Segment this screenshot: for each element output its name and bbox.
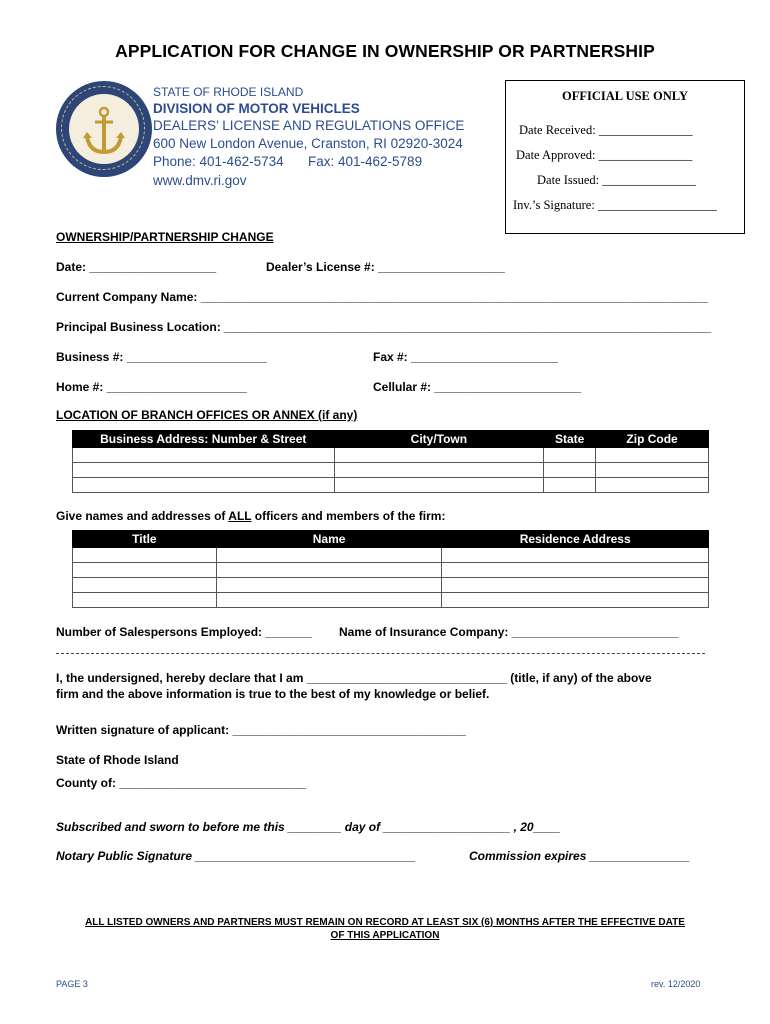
table-cell[interactable] <box>216 563 442 578</box>
branch-col-state: State <box>544 431 596 448</box>
county-field[interactable]: County of: ____________________________ <box>56 776 307 790</box>
table-cell[interactable] <box>216 548 442 563</box>
footer-note-line-2: OF THIS APPLICATION <box>330 930 440 941</box>
table-cell[interactable] <box>216 578 442 593</box>
declaration-line-2: firm and the above information is true to the best of my knowledge or belief. <box>56 687 490 701</box>
date-issued-field[interactable]: Date Issued: _______________ <box>537 173 697 187</box>
header-office: DEALERS’ LICENSE AND REGULATIONS OFFICE <box>153 118 465 133</box>
officers-table <box>72 530 709 608</box>
table-cell[interactable] <box>544 448 596 463</box>
footer-note-line-1: ALL LISTED OWNERS AND PARTNERS MUST REMAIN ON RECORD AT LEAST SIX (6) MONTHS AFTER THE EFFECTIVE DATE <box>85 917 685 928</box>
header-fax: Fax: 401-462-5789 <box>308 154 423 169</box>
header-address: 600 New London Avenue, Cranston, RI 02920-3024 <box>153 136 463 151</box>
table-cell[interactable] <box>334 448 544 463</box>
fax-number-field[interactable]: Fax #: ______________________ <box>373 350 558 364</box>
commission-expires-field[interactable]: Commission expires _______________ <box>469 849 690 863</box>
table-cell[interactable] <box>442 593 709 608</box>
anchor-icon <box>69 94 139 164</box>
notary-signature-field[interactable]: Notary Public Signature _________________________________ <box>56 849 416 863</box>
table-row <box>73 463 709 478</box>
current-company-field[interactable]: Current Company Name: ____________________________________________________________________________ <box>56 290 708 304</box>
section-heading-change: OWNERSHIP/PARTNERSHIP CHANGE <box>56 230 274 244</box>
official-use-box <box>505 80 745 234</box>
table-row <box>73 548 709 563</box>
date-received-field[interactable]: Date Received: _______________ <box>519 123 693 137</box>
applicant-signature-field[interactable]: Written signature of applicant: ___________________________________ <box>56 723 467 737</box>
page-number: PAGE 3 <box>56 979 88 989</box>
table-cell[interactable] <box>334 463 544 478</box>
home-number-field[interactable]: Home #: _____________________ <box>56 380 247 394</box>
branch-table <box>72 430 709 493</box>
inv-signature-field[interactable]: Inv.’s Signature: ___________________ <box>513 198 717 212</box>
table-cell[interactable] <box>442 548 709 563</box>
principal-location-field[interactable]: Principal Business Location: _________________________________________________________________________ <box>56 320 712 334</box>
table-cell[interactable] <box>73 478 335 493</box>
officers-col-title: Title <box>73 531 217 548</box>
seal-field <box>69 94 139 164</box>
official-use-title: OFFICIAL USE ONLY <box>562 89 688 103</box>
header-phone: Phone: 401-462-5734 <box>153 154 284 169</box>
table-cell[interactable] <box>334 478 544 493</box>
table-cell[interactable] <box>544 478 596 493</box>
cellular-number-field[interactable]: Cellular #: ______________________ <box>373 380 582 394</box>
table-cell[interactable] <box>442 563 709 578</box>
state-seal-logo <box>56 81 152 177</box>
table-cell[interactable] <box>442 578 709 593</box>
officers-heading <box>56 509 445 523</box>
table-cell[interactable] <box>73 578 217 593</box>
business-number-field[interactable]: Business #: _____________________ <box>56 350 267 364</box>
table-cell[interactable] <box>596 448 709 463</box>
officers-heading-pre: Give names and addresses of <box>56 509 229 523</box>
officers-heading-all: ALL <box>228 509 252 523</box>
table-cell[interactable] <box>73 563 217 578</box>
table-row <box>73 578 709 593</box>
table-row <box>73 563 709 578</box>
table-cell[interactable] <box>216 593 442 608</box>
table-cell[interactable] <box>73 463 335 478</box>
declaration-line-1[interactable]: I, the undersigned, hereby declare that I am ______________________________ (title, if any) of the above <box>56 671 652 685</box>
officers-col-name: Name <box>216 531 442 548</box>
subscribed-line[interactable]: Subscribed and sworn to before me this ________ day of ___________________ , 20____ <box>56 820 561 834</box>
dealers-license-field[interactable]: Dealer’s License #: ___________________ <box>266 260 505 274</box>
divider <box>56 653 705 654</box>
date-approved-field[interactable]: Date Approved: _______________ <box>516 148 693 162</box>
table-row <box>73 478 709 493</box>
table-cell[interactable] <box>596 463 709 478</box>
table-cell[interactable] <box>73 548 217 563</box>
branch-heading: LOCATION OF BRANCH OFFICES OR ANNEX (if any) <box>56 408 358 422</box>
revision-label: rev. 12/2020 <box>651 979 701 989</box>
table-row <box>73 448 709 463</box>
header-website[interactable]: www.dmv.ri.gov <box>153 173 247 188</box>
branch-col-city: City/Town <box>334 431 544 448</box>
state-label: State of Rhode Island <box>56 753 179 767</box>
branch-col-zip: Zip Code <box>596 431 709 448</box>
page-title: APPLICATION FOR CHANGE IN OWNERSHIP OR PARTNERSHIP <box>115 41 655 61</box>
branch-col-address: Business Address: Number & Street <box>73 431 335 448</box>
insurance-company-field[interactable]: Name of Insurance Company: _________________________ <box>339 625 679 639</box>
header-state: STATE OF RHODE ISLAND <box>153 85 304 99</box>
table-cell[interactable] <box>544 463 596 478</box>
table-cell[interactable] <box>73 448 335 463</box>
table-cell[interactable] <box>596 478 709 493</box>
header-division: DIVISION OF MOTOR VEHICLES <box>153 101 360 116</box>
officers-col-residence: Residence Address <box>442 531 709 548</box>
table-cell[interactable] <box>73 593 217 608</box>
date-field[interactable]: Date: ___________________ <box>56 260 217 274</box>
officers-heading-post: officers and members of the firm: <box>251 509 446 523</box>
table-row <box>73 593 709 608</box>
salespersons-field[interactable]: Number of Salespersons Employed: _______ <box>56 625 313 639</box>
